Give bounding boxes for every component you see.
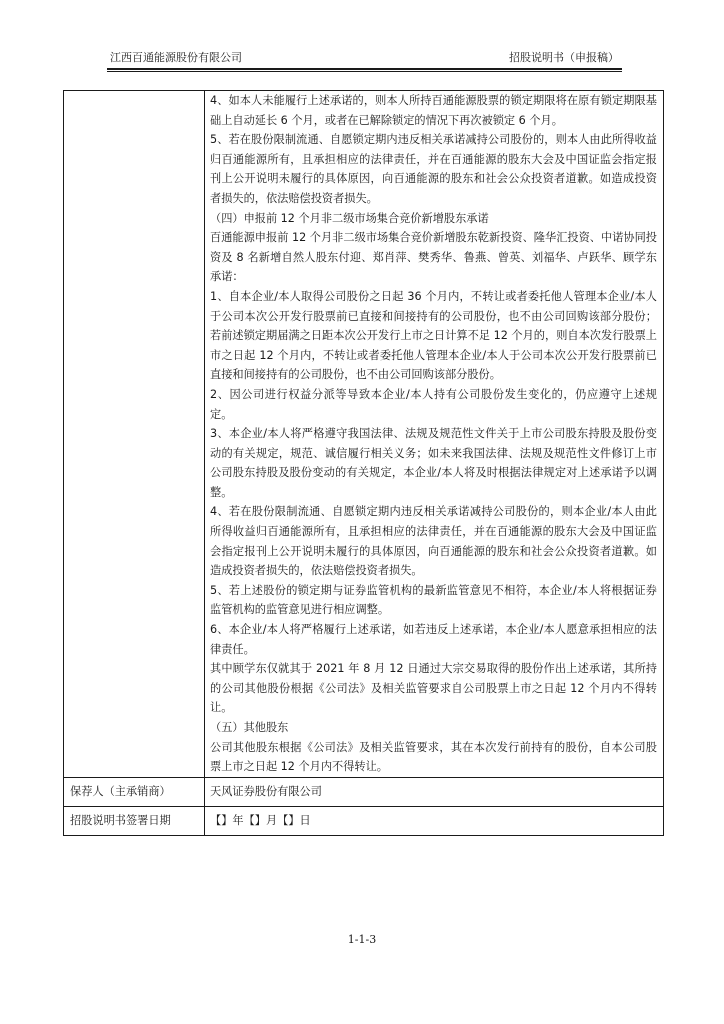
commitments-row xyxy=(64,91,664,778)
header-rule-thin xyxy=(107,71,622,72)
sponsor-label: 保荐人（主承销商） xyxy=(64,777,205,806)
commitment-paragraph: 百通能源申报前 12 个月非二级市场集合竞价新增股东乾新投资、隆华汇投资、中诺协同投资及 8 名新增自然人股东付迎、郑肖萍、樊秀华、鲁燕、曾英、刘福华、卢跃华、顾学东承诺： xyxy=(210,231,657,284)
signing-date-row xyxy=(64,806,664,835)
commitment-paragraph: 5、若在股份限制流通、自愿锁定期内违反相关承诺减持公司股份的，则本人由此所得收益归百通能源所有，且承担相应的法律责任，并在百通能源的股东大会及中国证监会指定报刊上公开说明未履行的具体原因，向百通能源的股东和社会公众投资者道歉。如造成投资者损失的，依法赔偿投资者损失。 xyxy=(210,133,657,205)
commitments-cell xyxy=(205,91,664,778)
commitment-paragraph: 3、本企业/本人将严格遵守我国法律、法规及规范性文件关于上市公司股东持股及股份变动的有关规定，规范、诚信履行相关义务；如未来我国法律、法规及规范性文件修订上市公司股东持股及股份变动的有关规定，本企业/本人将及时根据法律规定对上述承诺予以调整。 xyxy=(210,427,657,499)
page-header xyxy=(107,50,622,66)
commitment-paragraph: 4、若在股份限制流通、自愿锁定期内违反相关承诺减持公司股份的，则本企业/本人由此所得收益归百通能源所有，且承担相应的法律责任，并在百通能源的股东大会及中国证监会指定报刊上公开说明未履行的具体原因，向百通能源的股东和社会公众投资者道歉。如造成投资者损失的，依法赔偿投资者损失。 xyxy=(210,505,657,578)
commitment-paragraph: 1、自本企业/本人取得公司股份之日起 36 个月内，不转让或者委托他人管理本企业/本人于公司本次公开发行股票前已直接和间接持有的公司股份，也不由公司回购该部分股份；若前述锁定期届满之日距本次公开发行上市之日计算不足 12 个月的，则自本次发行股票上市之日起 12 个月内，不转让或者委托他人管理本企业/本人于公司本次公开发行股票前已直接和间接持有的公司股份，也不由公司回购该部分股份。 xyxy=(210,289,657,382)
section-heading: （五）其他股东 xyxy=(210,721,289,734)
commitment-paragraph: 4、如本人未能履行上述承诺的，则本人所持百通能源股票的锁定期限将在原有锁定期限基础上自动延长 6 个月，或者在已解除锁定的情况下再次被锁定 6 个月。 xyxy=(210,94,657,127)
page-number: 1-1-3 xyxy=(347,933,377,946)
company-name: 江西百通能源股份有限公司 xyxy=(110,51,242,64)
info-table xyxy=(63,90,664,836)
commitment-paragraph: 5、若上述股份的锁定期与证券监管机构的最新监管意见不相符，本企业/本人将根据证券监管机构的监管意见进行相应调整。 xyxy=(210,583,657,617)
commitment-paragraph: 2、因公司进行权益分派等导致本企业/本人持有公司股份发生变化的，仍应遵守上述规定。 xyxy=(210,387,657,421)
commitment-paragraph: 6、本企业/本人将严格履行上述承诺，如若违反上述承诺，本企业/本人愿意承担相应的法律责任。 xyxy=(210,623,657,656)
signing-date-value: 【】年【】月【】日 xyxy=(205,806,664,835)
signing-date-label: 招股说明书签署日期 xyxy=(64,806,205,835)
commitment-paragraph: 公司其他股东根据《公司法》及相关监管要求，其在本次发行前持有的股份，自本公司股票上市之日起 12 个月内不得转让。 xyxy=(210,740,657,774)
section-heading: （四）申报前 12 个月非二级市场集合竞价新增股东承诺 xyxy=(210,211,489,225)
document-title: 招股说明书（申报稿） xyxy=(509,51,619,64)
header-rule xyxy=(107,68,622,70)
commitment-paragraph: 其中顾学东仅就其于 2021 年 8 月 12 日通过大宗交易取得的股份作出上述承诺，其所持的公司其他股份根据《公司法》及相关监管要求自公司股票上市之日起 12 个月内不得转让。 xyxy=(210,662,657,715)
sponsor-row xyxy=(64,777,664,806)
commitments-label-cell xyxy=(64,91,205,778)
sponsor-value: 天风证券股份有限公司 xyxy=(205,777,664,806)
